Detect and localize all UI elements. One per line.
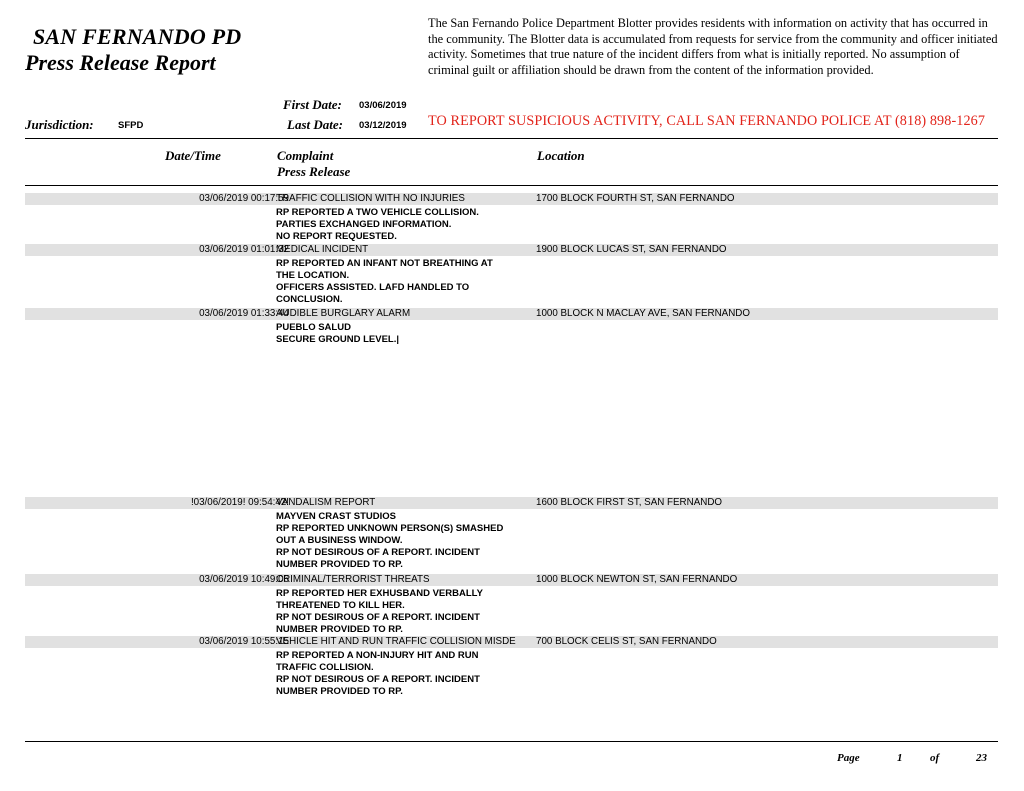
last-date-value: 03/12/2019: [359, 120, 407, 131]
column-header-divider: [25, 185, 998, 186]
column-header-complaint-label: Complaint: [277, 148, 334, 163]
press-release-line: NO REPORT REQUESTED.: [276, 231, 397, 242]
footer-page-label: Page: [837, 752, 860, 764]
incident-location: 1000 BLOCK N MACLAY AVE, SAN FERNANDO: [536, 308, 750, 319]
column-header-complaint: [277, 148, 350, 180]
press-release-line: NUMBER PROVIDED TO RP.: [276, 686, 403, 697]
jurisdiction-label: Jurisdiction:: [25, 117, 94, 132]
press-release-line: RP REPORTED UNKNOWN PERSON(S) SMASHED: [276, 523, 504, 534]
incident-press-release: [276, 207, 479, 243]
press-release-line: RP NOT DESIROUS OF A REPORT. INCIDENT: [276, 612, 480, 623]
incident-complaint-type: MEDICAL INCIDENT: [276, 244, 369, 255]
agency-name: SAN FERNANDO PD: [33, 24, 242, 49]
footer-total-pages: 23: [976, 752, 987, 764]
press-release-line: RP REPORTED HER EXHUSBAND VERBALLY: [276, 588, 483, 599]
press-release-line: RP NOT DESIROUS OF A REPORT. INCIDENT: [276, 547, 480, 558]
incident-datetime: 03/06/2019 00:17:59: [199, 193, 289, 204]
incident-press-release: [276, 588, 483, 636]
press-release-line: OFFICERS ASSISTED. LAFD HANDLED TO: [276, 282, 470, 293]
press-release-line: RP REPORTED A TWO VEHICLE COLLISION.: [276, 207, 479, 218]
column-header-location: Location: [537, 148, 585, 163]
column-header-date-time: Date/Time: [165, 148, 221, 163]
header-divider: [25, 138, 998, 139]
incident-datetime: !03/06/2019! 09:54:42!: [190, 497, 289, 508]
press-release-line: THREATENED TO KILL HER.: [276, 600, 405, 611]
press-release-line: THE LOCATION.: [276, 270, 350, 281]
incident-datetime: 03/06/2019 10:55:15: [199, 636, 289, 647]
incident-location: 700 BLOCK CELIS ST, SAN FERNANDO: [536, 636, 717, 647]
footer-page-number: 1: [897, 752, 903, 764]
press-release-line: CONCLUSION.: [276, 294, 343, 305]
disclaimer-text: The San Fernando Police Department Blotter provides residents with information on activity that has occurred in the community. The Blotter data is accumulated from requests for service from the community and officer initiated activity. Sometimes that true nature of the incident differs from what is initially reported. No assumption of criminal guilt or affiliation should be drawn from the content of the information provided.: [428, 16, 998, 77]
press-release-line: NUMBER PROVIDED TO RP.: [276, 624, 403, 635]
footer-of-label: of: [930, 752, 940, 764]
incident-press-release: [276, 650, 480, 698]
press-release-line: RP REPORTED AN INFANT NOT BREATHING AT: [276, 258, 493, 269]
footer-divider: [25, 741, 998, 742]
incident-location: 1900 BLOCK LUCAS ST, SAN FERNANDO: [536, 244, 727, 255]
incident-location: 1700 BLOCK FOURTH ST, SAN FERNANDO: [536, 193, 735, 204]
incident-datetime: 03/06/2019 01:01:32: [199, 244, 289, 255]
incident-complaint-type: VEHICLE HIT AND RUN TRAFFIC COLLISION MISDE: [276, 636, 516, 647]
incident-location: 1000 BLOCK NEWTON ST, SAN FERNANDO: [536, 574, 738, 585]
incident-press-release: [276, 511, 503, 571]
press-release-line: PARTIES EXCHANGED INFORMATION.: [276, 219, 452, 230]
incident-datetime: 03/06/2019 10:49:06: [199, 574, 289, 585]
column-header-press-release-label: Press Release: [277, 164, 351, 179]
incident-complaint-type: VANDALISM REPORT: [276, 497, 376, 508]
incident-press-release: [276, 322, 399, 346]
incident-datetime: 03/06/2019 01:33:44: [199, 308, 289, 319]
last-date-label: Last Date:: [287, 117, 343, 132]
incident-location: 1600 BLOCK FIRST ST, SAN FERNANDO: [536, 497, 723, 508]
incident-complaint-type: AUDIBLE BURGLARY ALARM: [276, 308, 411, 319]
report-title: Press Release Report: [25, 50, 216, 75]
jurisdiction-value: SFPD: [118, 120, 144, 131]
press-release-line: MAYVEN CRAST STUDIOS: [276, 511, 396, 522]
press-release-line: NUMBER PROVIDED TO RP.: [276, 559, 403, 570]
press-release-line: SECURE GROUND LEVEL.|: [276, 334, 400, 345]
report-suspicious-activity-message: TO REPORT SUSPICIOUS ACTIVITY, CALL SAN FERNANDO POLICE AT (818) 898-1267: [428, 113, 986, 129]
first-date-value: 03/06/2019: [359, 100, 407, 111]
press-release-line: PUEBLO SALUD: [276, 322, 351, 333]
incident-press-release: [276, 258, 493, 306]
first-date-label: First Date:: [283, 97, 342, 112]
incident-complaint-type: TRAFFIC COLLISION WITH NO INJURIES: [276, 193, 465, 204]
incident-complaint-type: CRIMINAL/TERRORIST THREATS: [276, 574, 430, 585]
press-release-line: RP NOT DESIROUS OF A REPORT. INCIDENT: [276, 674, 480, 685]
press-release-line: TRAFFIC COLLISION.: [276, 662, 374, 673]
press-release-line: RP REPORTED A NON-INJURY HIT AND RUN: [276, 650, 479, 661]
press-release-line: OUT A BUSINESS WINDOW.: [276, 535, 403, 546]
